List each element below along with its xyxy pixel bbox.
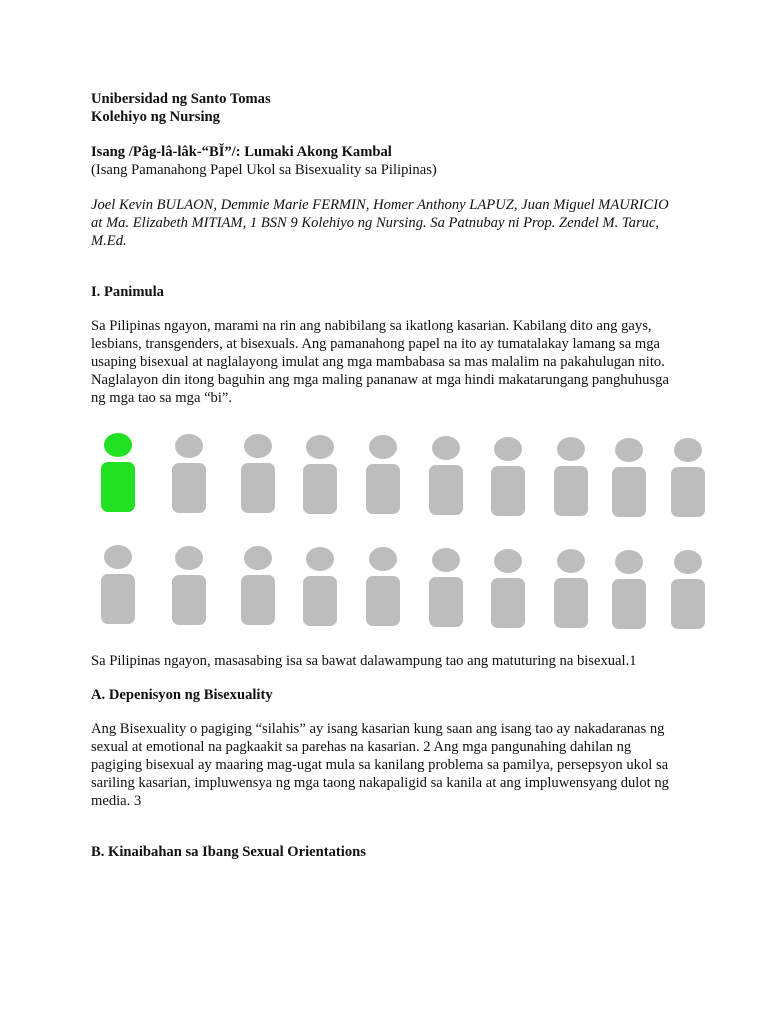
paper-subtitle: (Isang Pamanahong Papel Ukol sa Bisexuality sa Pilipinas) (91, 162, 437, 178)
depenisyon-paragraph: Ang Bisexuality o pagiging “silahis” ay isang kasarian kung saan ang isang tao ay nakadaranas ng sexual at emotional na pagkaakit sa parehas na kasarian. 2 Ang mga pangunahing dahilan ng pagiging bisexual ay maaring mag-ugat mula sa kanilang problema sa pamilya, persepsyon ukol sa sariling kasarian, impluwensya ng mga taong nakapaligid sa kanila at ang impluwensyang dulot ng media. 3 (91, 721, 669, 809)
person-head (175, 434, 203, 458)
person-head (432, 548, 460, 572)
person-body (671, 579, 705, 629)
person-body (612, 579, 646, 629)
person-figure (171, 546, 207, 630)
person-figure (428, 548, 464, 632)
person-body (172, 575, 206, 625)
person-figure (611, 438, 647, 522)
person-head (369, 547, 397, 571)
person-figure (240, 434, 276, 518)
person-body (366, 464, 400, 514)
person-body (429, 465, 463, 515)
person-head (369, 435, 397, 459)
people-pictogram (90, 425, 710, 630)
person-head (306, 547, 334, 571)
paper-title: Isang /Pâg-lâ-lâk-“BĬ”/: Lumaki Akong Kambal (91, 144, 392, 160)
person-head (306, 435, 334, 459)
person-head (557, 549, 585, 573)
authors-line: Joel Kevin BULAON, Demmie Marie FERMIN, Homer Anthony LAPUZ, Juan Miguel MAURICIO at Ma. Elizabeth MITIAM, 1 BSN 9 Kolehiyo ng Nursing. Sa Patnubay ni Prop. Zendel M. Taruc, M.Ed. (91, 197, 669, 249)
person-head (557, 437, 585, 461)
person-head (494, 549, 522, 573)
person-head (674, 550, 702, 574)
person-head (104, 545, 132, 569)
person-figure (365, 435, 401, 519)
person-head (615, 550, 643, 574)
person-head (104, 433, 132, 457)
person-figure (670, 438, 706, 522)
person-head (494, 437, 522, 461)
panimula-paragraph: Sa Pilipinas ngayon, marami na rin ang nabibilang sa ikatlong kasarian. Kabilang dito ang gays, lesbians, transgenders, at bisexuals. Ang pamanahong papel na ito ay tumatalakay lamang sa mga usaping bisexual at naglalayong imulat ang mga mambabasa sa mas malalim na pakahulugan nito. Naglalayon din itong baguhin ang mga maling pananaw at mga hindi makatarungang panghuhusga ng mga tao sa mga “bi”. (91, 318, 669, 406)
person-head (244, 434, 272, 458)
person-body (491, 578, 525, 628)
person-body (303, 464, 337, 514)
section-heading-depenisyon: A. Depenisyon ng Bisexuality (91, 687, 273, 703)
person-head (615, 438, 643, 462)
section-heading-kinaibahan: B. Kinaibahan sa Ibang Sexual Orientations (91, 844, 366, 860)
person-head (674, 438, 702, 462)
person-body (554, 578, 588, 628)
person-body (101, 574, 135, 624)
section-heading-panimula: I. Panimula (91, 284, 164, 300)
person-figure (553, 437, 589, 521)
person-body (671, 467, 705, 517)
person-figure (240, 546, 276, 630)
college-name: Kolehiyo ng Nursing (91, 109, 220, 125)
person-body (303, 576, 337, 626)
person-body (241, 463, 275, 513)
university-name: Unibersidad ng Santo Tomas (91, 91, 271, 107)
person-figure (365, 547, 401, 631)
person-body (172, 463, 206, 513)
person-head (244, 546, 272, 570)
person-body (612, 467, 646, 517)
person-figure (490, 549, 526, 633)
person-figure (611, 550, 647, 634)
person-head (432, 436, 460, 460)
person-figure (670, 550, 706, 634)
person-body (241, 575, 275, 625)
person-figure (553, 549, 589, 633)
person-body (366, 576, 400, 626)
person-body (491, 466, 525, 516)
person-figure (490, 437, 526, 521)
person-body (554, 466, 588, 516)
person-body (101, 462, 135, 512)
pictogram-caption: Sa Pilipinas ngayon, masasabing isa sa bawat dalawampung tao ang matuturing na bisexual.1 (91, 653, 637, 669)
person-figure-highlighted (100, 433, 136, 517)
person-figure (428, 436, 464, 520)
person-figure (302, 547, 338, 631)
person-body (429, 577, 463, 627)
person-head (175, 546, 203, 570)
person-figure (171, 434, 207, 518)
person-figure (100, 545, 136, 629)
person-figure (302, 435, 338, 519)
